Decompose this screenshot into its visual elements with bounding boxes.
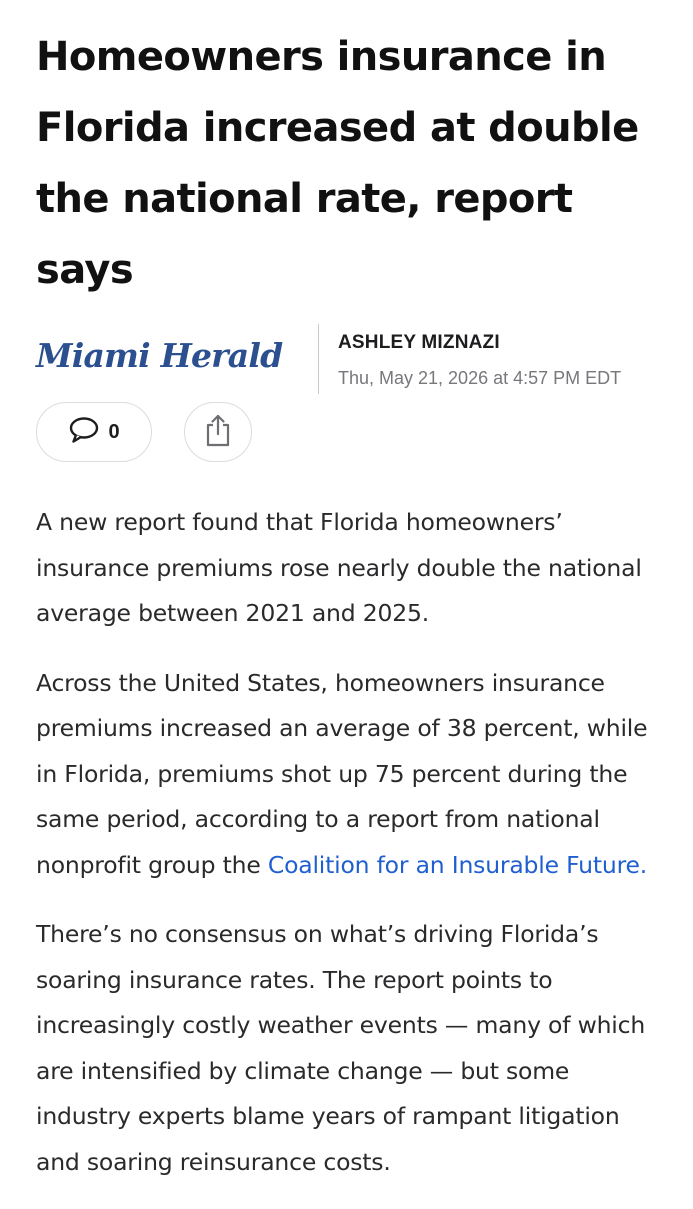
coalition-link[interactable]: Coalition for an Insurable Future. [267,850,648,879]
publish-timestamp: Thu, May 21, 2026 at 4:57 PM EDT [338,368,622,388]
paragraph-text: Across the United States, homeowners insurance premiums increased an average of 38 percent, while in Florida, premiums shot up 75 percent during the same period, according to a report from national nonprofit group the [36,668,648,879]
paragraph-text: There’s no consensus on what’s driving Florida’s soaring insurance rates. The report points to increasingly costly weather events — many of which are intensified by climate change — but some industry experts blame years of rampant litigation and soaring reinsurance costs. [36,920,646,1176]
headline: Homeowners insurance in Florida increased at double the national rate, report says [36,34,639,293]
publisher-logo[interactable]: Miami Herald [36,336,283,375]
paragraph [36,661,666,889]
author-name[interactable]: ASHLEY MIZNAZI [338,332,500,353]
comment-count: 0 [108,420,120,443]
paragraph-text: A new report found that Florida homeowners’ insurance premiums rose nearly double the national average between 2021 and 2025. [36,508,642,627]
comments-button[interactable] [36,402,152,462]
byline-divider [318,324,319,394]
speech-bubble-icon [68,416,100,449]
byline [36,322,666,396]
share-icon [204,413,232,452]
article-body [36,500,666,1209]
paragraph [36,912,666,1185]
share-button[interactable] [184,402,252,462]
paragraph [36,500,666,637]
article [36,0,666,1176]
article-actions [36,402,666,464]
